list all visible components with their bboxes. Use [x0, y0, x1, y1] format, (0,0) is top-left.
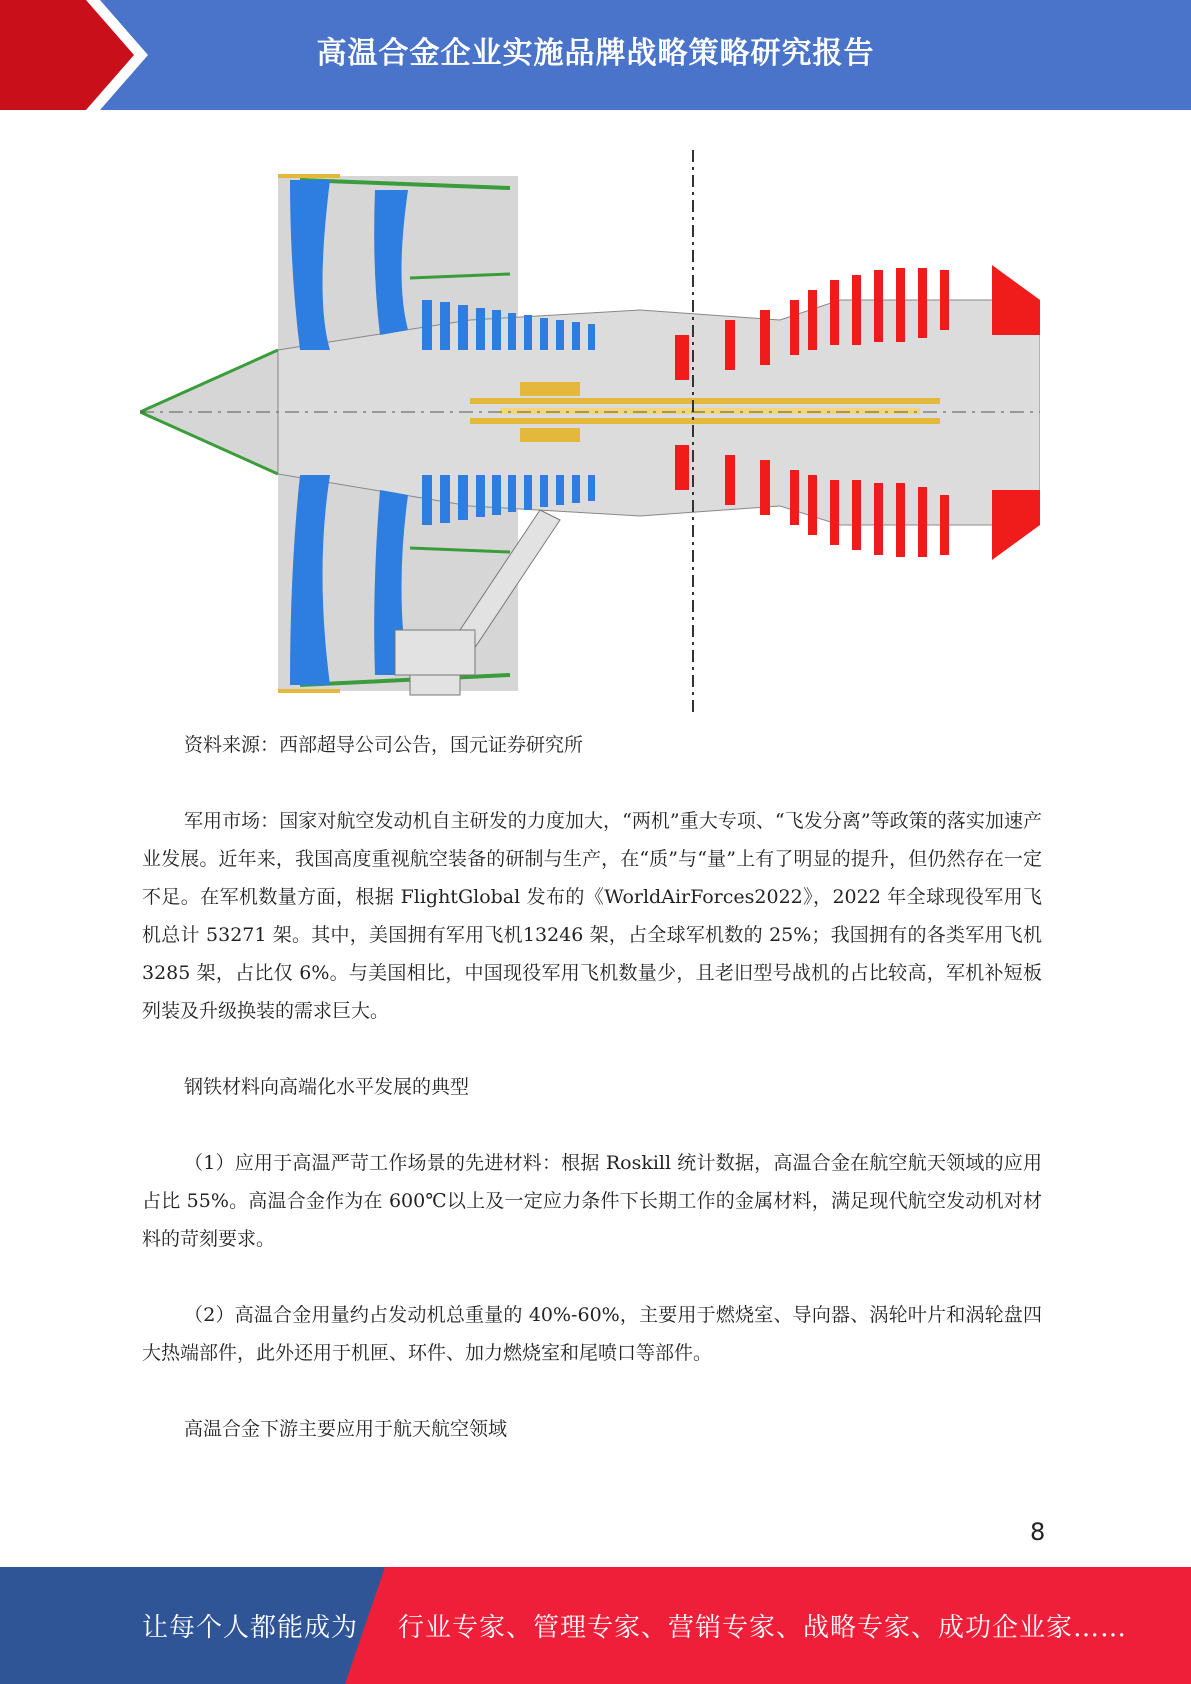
- header-bar: [0, 0, 1191, 110]
- figure-source-caption: 资料来源：西部超导公司公告，国元证券研究所: [184, 734, 584, 756]
- turbofan-engine-cross-section-diagram: [140, 150, 1040, 715]
- item-2-paragraph: （2）高温合金用量约占发动机总重量的 40%-60%，主要用于燃烧室、导向器、涡轮叶片和涡轮盘四大热端部件，此外还用于机匣、环件、加力燃烧室和尾喷口等部件。: [142, 1304, 1042, 1364]
- page-number: 8: [1030, 1518, 1046, 1546]
- military-market-paragraph: 军用市场：国家对航空发动机自主研发的力度加大，“两机”重大专项、“飞发分离”等政策的落实加速产业发展。近年来，我国高度重视航空装备的研制与生产，在“质”与“量”上有了明显的提升，但仍然存在一定不足。在军机数量方面，根据 FlightGlobal 发布的《WorldAirForces2022》，2022 年全球现役军用飞机总计 53271 架。其中，美国拥有军用飞机13246 架，占全球军机数的 25%；我国拥有的各类军用飞机 3285 架，占比仅 6%。与美国相比，中国现役军用飞机数量少，且老旧型号战机的占比较高，军机补短板列装及升级换装的需求巨大。: [142, 810, 1042, 1022]
- footer-slogan-right: 行业专家、管理专家、营销专家、战略专家、成功企业家……: [398, 1613, 1128, 1643]
- steel-materials-heading: 钢铁材料向高端化水平发展的典型: [184, 1076, 470, 1098]
- report-title: 高温合金企业实施品牌战略策略研究报告: [316, 36, 875, 71]
- item-1-paragraph: （1）应用于高温严苛工作场景的先进材料：根据 Roskill 统计数据，高温合金在航空航天领域的应用占比 55%。高温合金作为在 600℃以上及一定应力条件下长期工作的金属材料，满足现代航空发动机对材料的苛刻要求。: [142, 1152, 1042, 1250]
- footer-banner: [0, 1567, 1191, 1684]
- footer-slogan-left: 让每个人都能成为: [142, 1613, 359, 1643]
- engine-cross-section-figure: [140, 150, 1040, 715]
- downstream-paragraph: 高温合金下游主要应用于航天航空领域: [184, 1418, 508, 1440]
